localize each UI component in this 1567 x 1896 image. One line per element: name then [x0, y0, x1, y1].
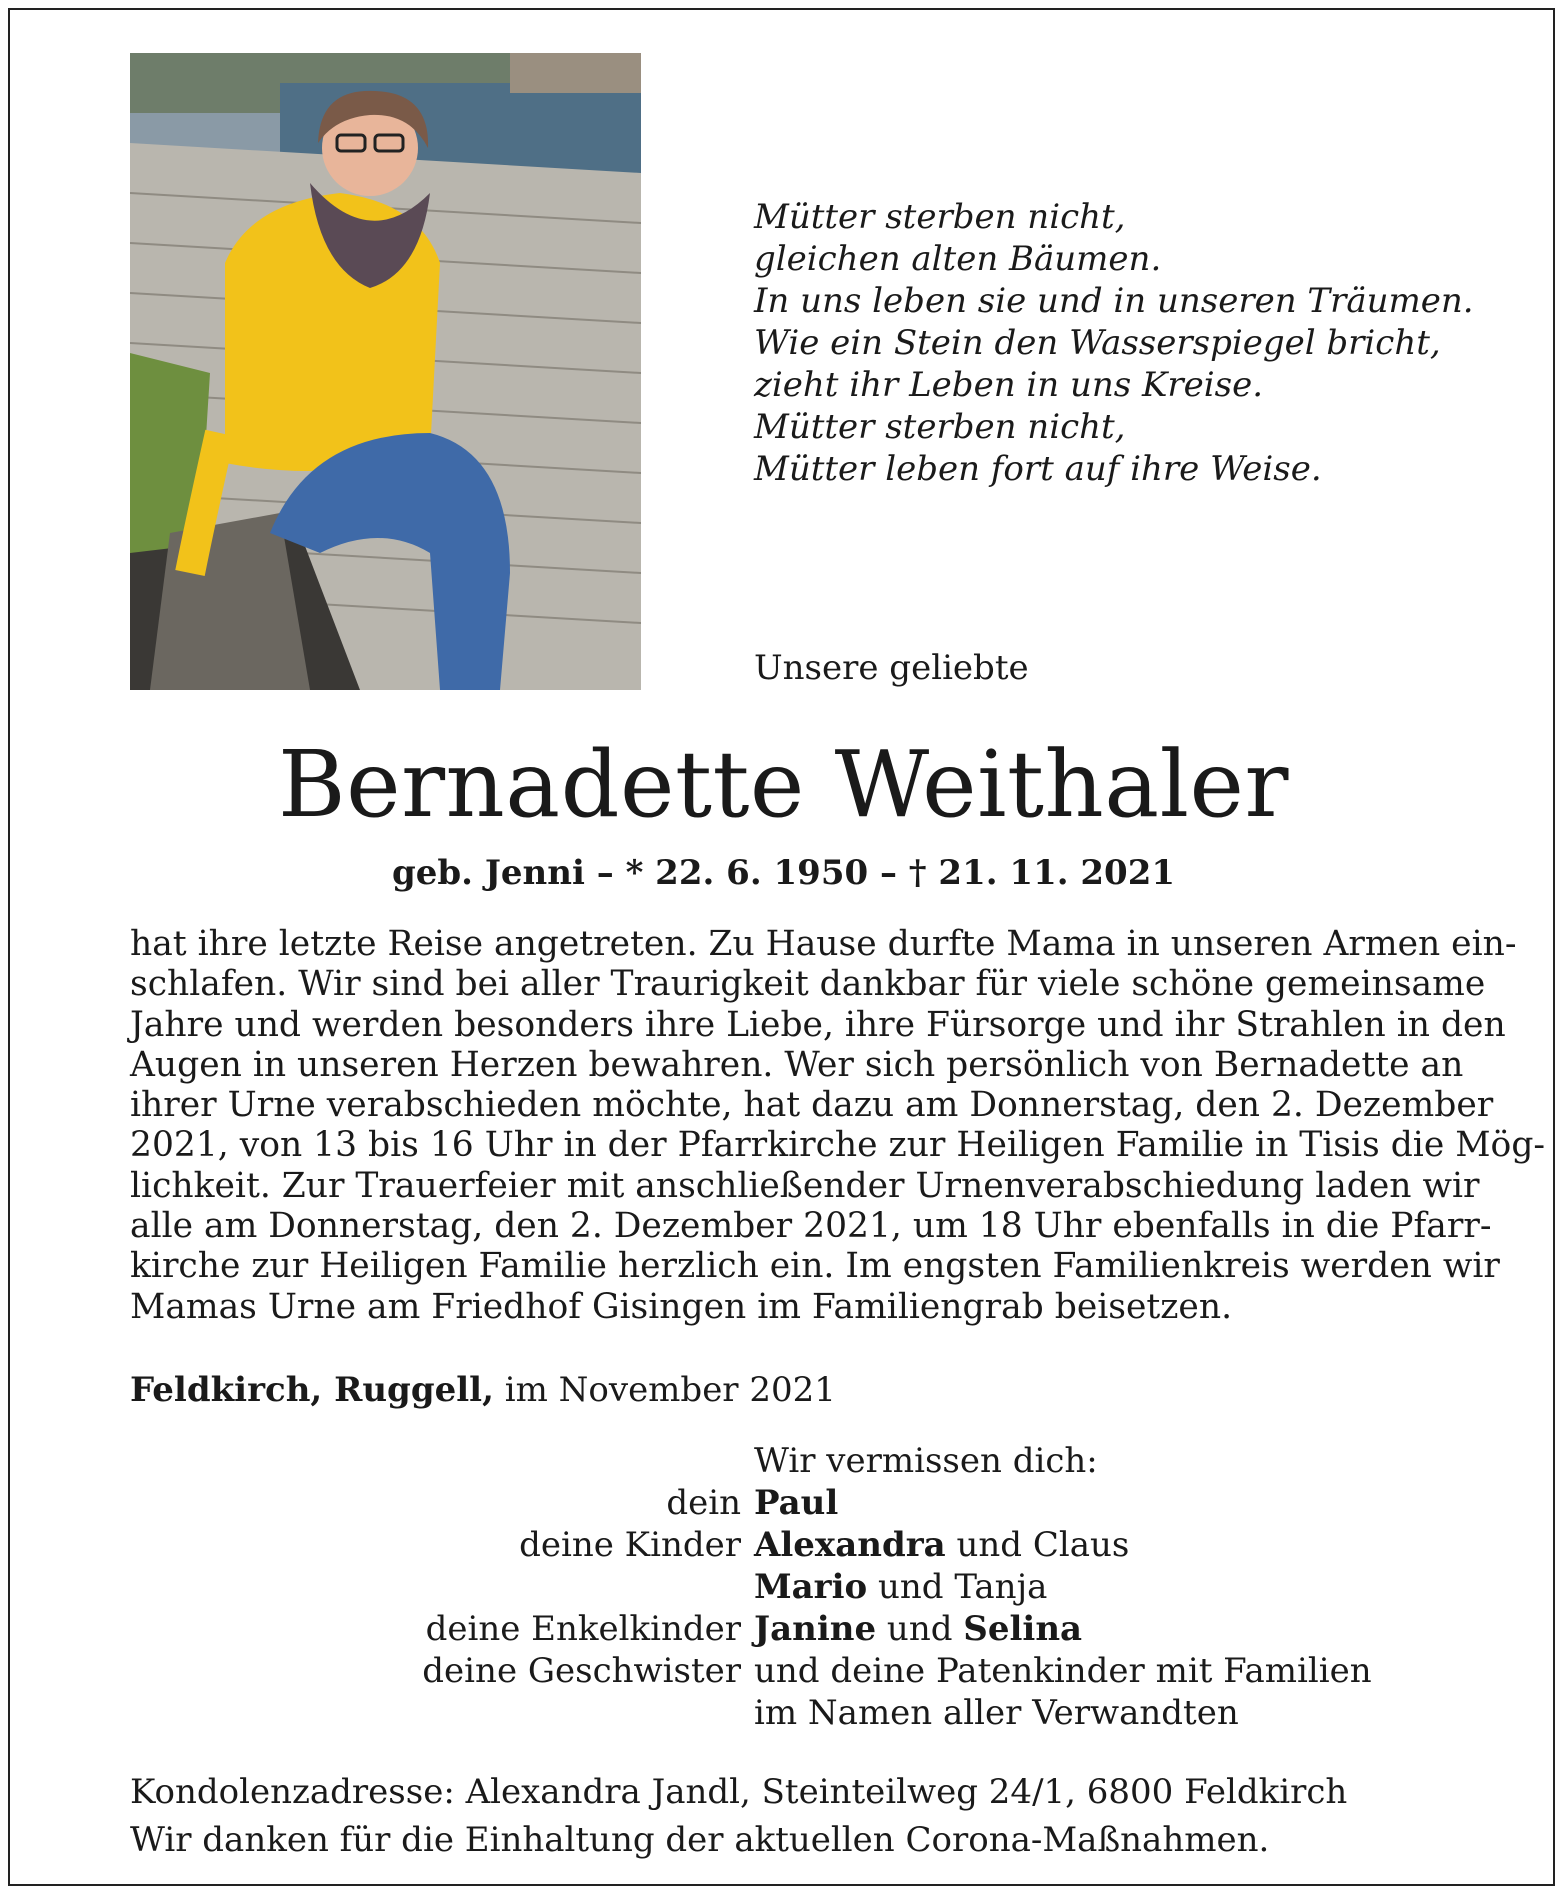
poem-line: zieht ihr Leben in uns Kreise. — [754, 365, 1264, 405]
mourners-heading: Wir vermissen dich: — [754, 1441, 1098, 1481]
text-line: Jahre und werden besonders ihre Liebe, ihre Fürsorge und ihr Strahlen in den — [130, 1004, 1506, 1045]
text-line: Mamas Urne am Friedhof Gisingen im Familiengrab beisetzen. — [130, 1286, 1233, 1327]
date-text: im November 2021 — [493, 1370, 836, 1410]
child-partner: und Claus — [945, 1525, 1130, 1565]
thanks-note: Wir danken für die Einhaltung der aktuellen Corona-Maßnahmen. — [130, 1820, 1270, 1860]
relatives-text: im Namen aller Verwandten — [754, 1693, 1239, 1733]
label-grandchildren: deine Enkelkinder — [425, 1609, 741, 1649]
poem-line: gleichen alten Bäumen. — [754, 239, 1162, 279]
relation-labels — [422, 1440, 741, 1692]
text-line: ihrer Urne verabschieden möchte, hat dazu am Donnerstag, den 2. Dezember — [130, 1085, 1494, 1126]
text-line: hat ihre letzte Reise angetreten. Zu Hause durfte Mama in unseren Armen ein- — [130, 924, 1517, 964]
siblings-text: und deine Patenkinder mit Familien — [754, 1651, 1372, 1691]
announcement-text — [130, 924, 1546, 1327]
poem — [754, 196, 1474, 490]
portrait-photo — [130, 53, 641, 690]
child-partner: und Tanja — [867, 1567, 1048, 1607]
footer — [130, 1768, 1347, 1864]
condolence-address: Kondolenzadresse: Alexandra Jandl, Steinteilweg 24/1, 6800 Feldkirch — [130, 1772, 1348, 1812]
grandchild-name: Janine — [754, 1609, 877, 1649]
conjunction: und — [876, 1609, 964, 1649]
text-line: kirche zur Heiligen Familie herzlich ein. Im engsten Familienkreis werden wir — [130, 1246, 1500, 1287]
place-names: Feldkirch, Ruggell, — [130, 1370, 494, 1410]
poem-line: Mütter sterben nicht, — [754, 407, 1126, 447]
label-children: deine Kinder — [519, 1525, 741, 1565]
text-line: Augen in unseren Herzen bewahren. Wer sich persönlich von Bernadette an — [130, 1044, 1464, 1085]
text-line: alle am Donnerstag, den 2. Dezember 2021, um 18 Uhr ebenfalls in die Pfarr- — [130, 1206, 1492, 1247]
portrait-illustration — [130, 53, 641, 690]
deceased-name: Bernadette Weithaler — [278, 731, 1289, 838]
child-name: Mario — [754, 1567, 868, 1607]
poem-line: Mütter sterben nicht, — [754, 197, 1126, 237]
text-line: lichkeit. Zur Trauerfeier mit anschließender Urnenverabschiedung laden wir — [130, 1165, 1480, 1206]
poem-line: Wie ein Stein den Wasserspiegel bricht, — [754, 323, 1441, 363]
grandchild-name: Selina — [963, 1609, 1083, 1649]
life-dates: geb. Jenni – * 22. 6. 1950 – † 21. 11. 2021 — [391, 853, 1176, 893]
poem-line: In uns leben sie und in unseren Träumen. — [754, 281, 1474, 321]
label-partner: dein — [666, 1483, 741, 1523]
text-line: schlafen. Wir sind bei aller Traurigkeit dankbar für viele schöne gemeinsame — [130, 964, 1486, 1005]
intro-text: Unsere geliebte — [754, 648, 1029, 688]
text-line: 2021, von 13 bis 16 Uhr in der Pfarrkirche zur Heiligen Familie in Tisis die Mög- — [130, 1125, 1546, 1166]
poem-line: Mütter leben fort auf ihre Weise. — [754, 449, 1322, 489]
label-siblings: deine Geschwister — [422, 1651, 741, 1691]
partner-name: Paul — [754, 1483, 839, 1523]
place-date — [130, 1370, 836, 1410]
mourners-list — [754, 1440, 1372, 1734]
child-name: Alexandra — [754, 1525, 946, 1565]
